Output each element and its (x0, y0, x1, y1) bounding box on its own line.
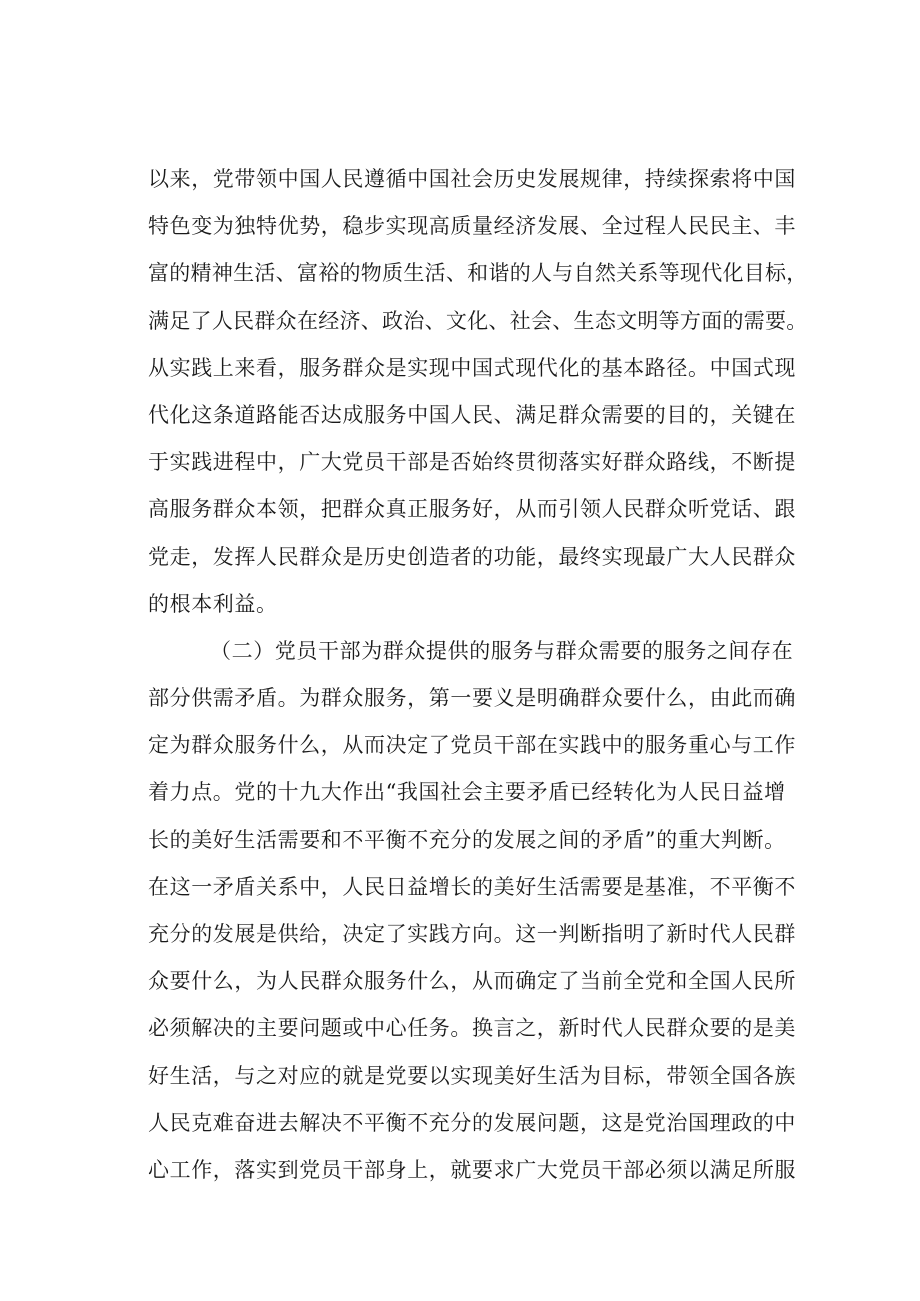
text-line: 部分供需矛盾。为群众服务，第一要义是明确群众要什么，由此而确 (148, 686, 796, 711)
text-line: 于实践进程中，广大党员干部是否始终贯彻落实好群众路线，不断提 (148, 450, 796, 475)
text-line: 从实践上来看，服务群众是实现中国式现代化的基本路径。中国式现 (148, 355, 796, 380)
text-line: 充分的发展是供给，决定了实践方向。这一判断指明了新时代人民群 (148, 922, 796, 946)
text-line: 心工作，落实到党员干部身上，就要求广大党员干部必须以满足所服 (148, 1157, 796, 1182)
text-line: 以来，党带领中国人民遵循中国社会历史发展规律，持续探索将中国 (148, 167, 796, 191)
text-line: 特色变为独特优势，稳步实现高质量经济发展、全过程人民民主、丰 (148, 214, 796, 239)
text-line: 人民克难奋进去解决不平衡不充分的发展问题，这是党治国理政的中 (148, 1110, 796, 1135)
text-line: 满足了人民群众在经济、政治、文化、社会、生态文明等方面的需要。 (148, 308, 808, 333)
text-line: 必须解决的主要问题或中心任务。换言之，新时代人民群众要的是美 (148, 1016, 796, 1041)
text-line: （二）党员干部为群众提供的服务与群众需要的服务之间存在 (210, 638, 794, 663)
text-line: 好生活，与之对应的就是党要以实现美好生活为目标，带领全国各族 (148, 1063, 796, 1088)
text-line: 着力点。党的十九大作出“我国社会主要矛盾已经转化为人民日益增 (148, 780, 786, 805)
text-line: 众要什么，为人民群众服务什么，从而确定了当前全党和全国人民所 (148, 969, 796, 994)
body-text (148, 156, 808, 1194)
text-line: 富的精神生活、富裕的物质生活、和谐的人与自然关系等现代化目标， (148, 261, 808, 286)
text-line: 的根本利益。 (148, 591, 278, 616)
text-line: 长的美好生活需要和不平衡不充分的发展之间的矛盾”的重大判断。 (148, 827, 786, 852)
text-line: 代化这条道路能否达成服务中国人民、满足群众需要的目的，关键在 (148, 402, 796, 427)
text-line: 高服务群众本领，把群众真正服务好，从而引领人民群众听党话、跟 (148, 497, 796, 522)
text-line: 党走，发挥人民群众是历史创造者的功能，最终实现最广大人民群众 (148, 544, 796, 569)
text-line: 在这一矛盾关系中，人民日益增长的美好生活需要是基准，不平衡不 (148, 874, 796, 899)
text-line: 定为群众服务什么，从而决定了党员干部在实践中的服务重心与工作 (148, 733, 796, 758)
